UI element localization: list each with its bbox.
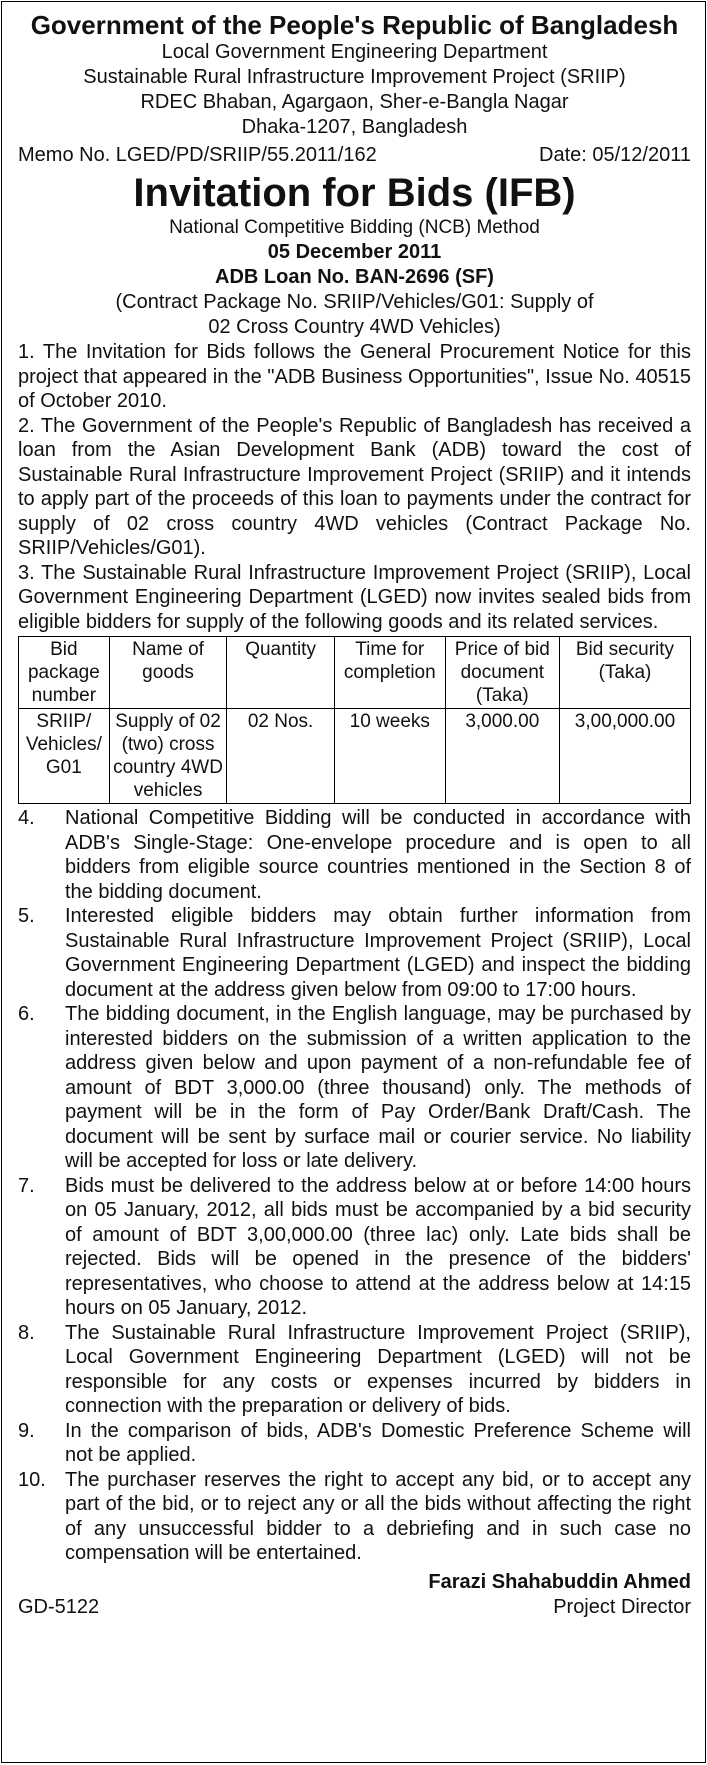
- clause-text: The bidding document, in the English language, may be purchased by interested bidders on the submission of a written application to the address given below and upon payment of a non-refundable fee of amount of BDT 3,000.00 (three thousand) only. The methods of payment will be in the form of Pay Order/Bank Draft/Cash. The document will be sent by surface mail or courier service. No liability will be accepted for loss or late delivery.: [65, 1003, 691, 1172]
- clause-9: [18, 1419, 691, 1468]
- ifb-notice: [1, 1, 706, 1763]
- clause-text: The purchaser reserves the right to accept any bid, or to accept any part of the bid, or to reject any or all the bids without affecting the right of any unsuccessful bidder to a debriefing and in such case no compensation will be entertained.: [65, 1468, 691, 1564]
- signature-block: [428, 1570, 691, 1620]
- header-quantity: Quantity: [227, 637, 335, 709]
- project-line: Sustainable Rural Infrastructure Improvement Project (SRIIP): [83, 66, 626, 88]
- package-line-1: (Contract Package No. SRIIP/Vehicles/G01: Supply of: [115, 291, 594, 313]
- header-bid-package: Bid package number: [19, 637, 110, 709]
- gd-code: GD-5122: [18, 1595, 100, 1618]
- clause-6: [18, 1002, 691, 1174]
- clause-text: The Sustainable Rural Infrastructure Improvement Project (SRIIP), Local Government Engineering Department (LGED) will not be responsible for any costs or expenses incurred by bidders in connection with the preparation or delivery of bids.: [65, 1321, 691, 1417]
- clause-number: 5.: [18, 905, 35, 927]
- clause-8: [18, 1321, 691, 1419]
- government-title: Government of the People's Republic of Bangladesh: [30, 10, 679, 40]
- notice-date: 05 December 2011: [267, 241, 442, 263]
- paragraph-1: 1. The Invitation for Bids follows the General Procurement Notice for this project that appeared in the "ADB Business Opportunities", Issue No. 40515 of October 2010.: [18, 341, 691, 412]
- cell-quantity: 02 Nos.: [227, 709, 335, 804]
- city-line: Dhaka-1207, Bangladesh: [241, 116, 468, 138]
- memo-number: Memo No. LGED/PD/SRIIP/55.2011/162: [18, 144, 377, 166]
- bid-package-table: [18, 636, 691, 804]
- cell-bid-security: 3,00,000.00: [559, 709, 690, 804]
- clause-4: [18, 806, 691, 904]
- clause-number: 7.: [18, 1174, 35, 1197]
- cell-time-for-completion: 10 weeks: [334, 709, 445, 804]
- paragraph-3: 3. The Sustainable Rural Infrastructure Improvement Project (SRIIP), Local Government Engineering Department (LGED) now invites sealed bids from eligible bidders for supply of the following goods and its related services.: [18, 561, 691, 633]
- cell-name-of-goods: Supply of 02 (two) cross country 4WD vehicles: [109, 709, 227, 804]
- clause-7: [18, 1174, 691, 1321]
- paragraph-2: 2. The Government of the People's Republic of Bangladesh has received a loan from the Asian Development Bank (ADB) toward the cost of Sustainable Rural Infrastructure Improvement Project (SRIIP) and it intends to apply part of the proceeds of this loan to payments under the contract for supply of 02 cross country 4WD vehicles (Contract Package No. SRIIP/Vehicles/G01).: [18, 414, 691, 559]
- loan-number: ADB Loan No. BAN-2696 (SF): [215, 266, 494, 288]
- cell-price-of-bid-document: 3,000.00: [445, 709, 559, 804]
- header-name-of-goods: Name of goods: [109, 637, 227, 709]
- notice-title: Invitation for Bids (IFB): [133, 171, 576, 215]
- clause-number: 9.: [18, 1419, 35, 1442]
- cell-bid-package: SRIIP/ Vehicles/ G01: [19, 709, 110, 804]
- clause-text: Bids must be delivered to the address below at or before 14:00 hours on 05 January, 2012, all bids must be accompanied by a bid security of amount of BDT 3,00,000.00 (three lac) only. Late bids shall be rejected. Bids will be opened in the presence of the bidders' representatives, who choose to attend at the address below at 14:15 hours on 05 January, 2012.: [65, 1174, 691, 1319]
- clause-number: 6.: [18, 1003, 35, 1025]
- department-line: Local Government Engineering Department: [161, 41, 548, 63]
- memo-date: Date: 05/12/2011: [539, 144, 691, 166]
- signatory-name: Farazi Shahabuddin Ahmed: [428, 1570, 691, 1593]
- clause-text: National Competitive Bidding will be conducted in accordance with ADB's Single-Stage: One-envelope procedure and is open to all bidders from eligible source countries mentioned in the Section 8 of the bidding document.: [65, 807, 691, 903]
- clause-text: Interested eligible bidders may obtain further information from Sustainable Rural Infrastructure Improvement Project (SRIIP), Local Government Engineering Department (LGED) and inspect the bidding document at the address given below from 09:00 to 17:00 hours.: [65, 905, 691, 1001]
- signatory-title: Project Director: [553, 1595, 691, 1618]
- table-header-row: [19, 637, 691, 709]
- memo-row: [18, 142, 691, 168]
- package-line-2: 02 Cross Country 4WD Vehicles): [208, 316, 501, 338]
- clause-number: 10.: [18, 1468, 46, 1491]
- clauses-list: [18, 806, 691, 1566]
- clause-text: In the comparison of bids, ADB's Domestic Preference Scheme will not be applied.: [65, 1419, 691, 1466]
- table-row: [19, 709, 691, 804]
- header-price-of-bid-document: Price of bid document (Taka): [445, 637, 559, 709]
- header-bid-security: Bid security (Taka): [559, 637, 690, 709]
- clause-number: 8.: [18, 1321, 35, 1344]
- clause-5: [18, 904, 691, 1002]
- bidding-method: National Competitive Bidding (NCB) Method: [169, 217, 540, 238]
- clause-number: 4.: [18, 807, 35, 829]
- address-line: RDEC Bhaban, Agargaon, Sher-e-Bangla Nagar: [140, 91, 569, 113]
- header-time-for-completion: Time for completion: [334, 637, 445, 709]
- clause-10: [18, 1468, 691, 1566]
- signature-row: [18, 1570, 691, 1620]
